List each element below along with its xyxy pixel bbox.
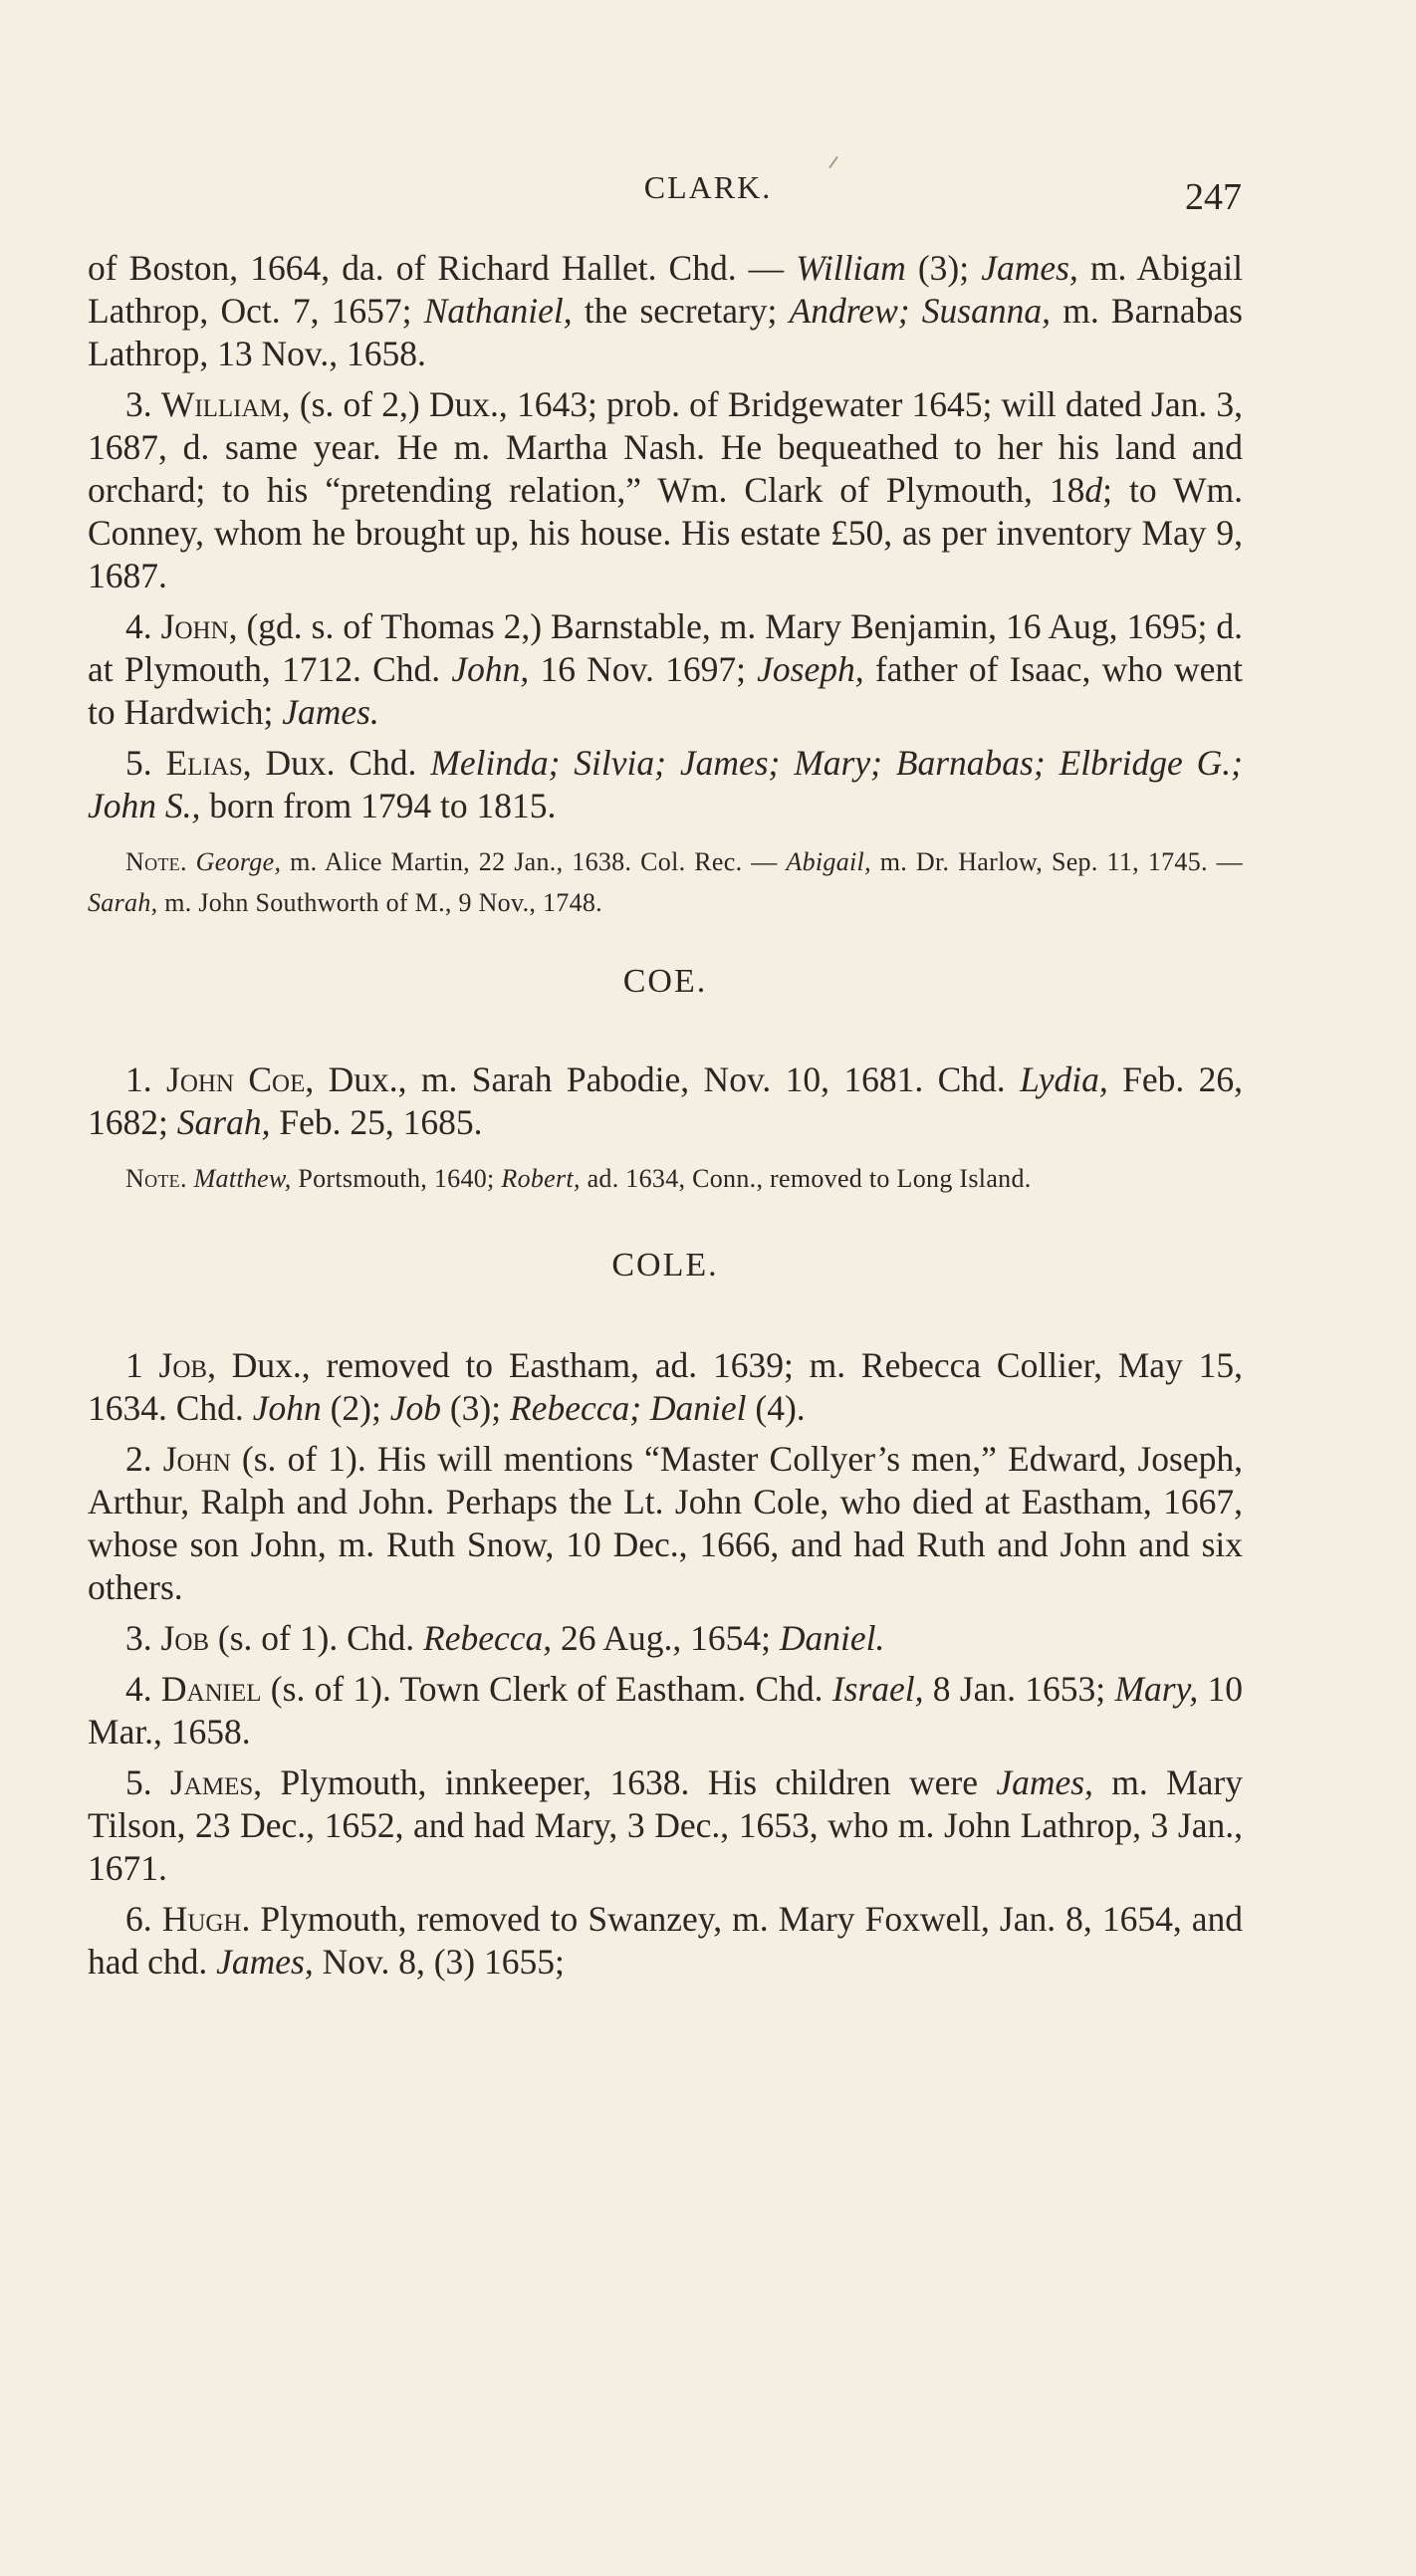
child-name: Andrew; Susanna, xyxy=(789,291,1051,331)
cole-entry-3 xyxy=(88,1617,1243,1660)
clark-entry-5 xyxy=(88,742,1243,827)
text-run: m. Barnabas Lathrop, 13 Nov., 1658. xyxy=(88,291,1243,373)
page-number: 247 xyxy=(1185,176,1242,218)
entry-name: Elias, xyxy=(165,743,252,783)
text-run: (gd. s. of Thomas 2,) Barnstable, m. Mary Benjamin, 16 Aug, 1695; d. at Plymouth, 1712. Chd. xyxy=(88,606,1244,689)
child-name: John xyxy=(252,1388,322,1428)
clark-entry-3 xyxy=(88,383,1243,597)
child-name: John, xyxy=(451,649,530,689)
entry-number: 3. xyxy=(125,384,161,424)
cole-entry-4 xyxy=(88,1668,1243,1754)
text-run: father of Isaac, who went to Hardwich; xyxy=(88,649,1243,732)
child-name: Nathaniel, xyxy=(423,291,573,331)
text-run: (2); xyxy=(321,1388,390,1428)
entry-number: 4. xyxy=(125,1669,161,1709)
entry-name: William, xyxy=(160,384,291,424)
entry-name: John xyxy=(162,1439,231,1479)
clark-entry-2-continued xyxy=(88,247,1243,375)
text-run: m. Abigail Lathrop, Oct. 7, 1657; xyxy=(88,248,1243,331)
entry-name: Job xyxy=(160,1618,210,1658)
entry-number: 2. xyxy=(125,1439,163,1479)
coe-entry-1 xyxy=(88,1058,1243,1144)
entry-name: Job, xyxy=(158,1345,216,1385)
pencil-check-mark xyxy=(828,156,838,169)
text-run: ; to Wm. Conney, whom he brought up, his house. His estate £50, as per inventory May 9, 1687. xyxy=(88,470,1243,595)
entry-name: Daniel xyxy=(160,1669,262,1709)
child-name: James, xyxy=(996,1762,1093,1802)
person-name: Robert, xyxy=(501,1164,581,1193)
child-name: Job xyxy=(389,1388,441,1428)
child-name: Rebecca, xyxy=(423,1618,553,1658)
entry-number: 1. xyxy=(125,1059,166,1099)
child-name: James, xyxy=(216,1942,314,1982)
text-run: 10 Mar., 1658. xyxy=(88,1669,1244,1752)
running-title: CLARK. xyxy=(643,169,773,205)
page-text xyxy=(88,247,1243,1991)
text-run: Plymouth, innkeeper, 1638. His children were xyxy=(262,1762,997,1802)
text-run: 16 Nov. 1697; xyxy=(529,649,758,689)
text-run: Feb. 25, 1685. xyxy=(270,1102,483,1142)
clark-note xyxy=(88,841,1243,923)
clark-entry-4 xyxy=(88,605,1243,734)
text-run: (3); xyxy=(440,1388,510,1428)
note-label: Note. xyxy=(125,847,187,876)
text-run: (s. of 1). Town Clerk of Eastham. Chd. xyxy=(261,1669,832,1709)
text-run: Portsmouth, 1640; xyxy=(291,1164,502,1193)
text-run: m. John Southworth of M., 9 Nov., 1748. xyxy=(157,888,602,917)
person-name: Sarah, xyxy=(88,888,158,917)
section-heading-cole: COLE. xyxy=(611,1247,719,1284)
entry-number: 5. xyxy=(125,1762,170,1802)
child-name: James, xyxy=(981,248,1078,288)
text-run: (4). xyxy=(746,1388,806,1428)
text-run: Feb. 26, 1682; xyxy=(88,1059,1243,1142)
text-run: (s. of 2,) Dux., 1643; prob. of Bridgewater 1645; will dated Jan. 3, 1687, d. same year. He m. Martha Nash. He bequeathed to her his land and orchard; to his “pretending relation,” Wm. Clark of Plymouth, 18 xyxy=(88,384,1244,510)
coe-note xyxy=(88,1158,1243,1199)
child-name: Mary, xyxy=(1114,1669,1199,1709)
cole-entry-2 xyxy=(88,1438,1243,1609)
entry-name: John Coe, xyxy=(166,1059,315,1099)
text-run: ad. 1634, Conn., removed to Long Island. xyxy=(580,1164,1032,1193)
text-run: of Boston, 1664, da. of Richard Hallet. Chd. — xyxy=(88,248,797,288)
running-head xyxy=(0,169,1416,219)
text-run: Nov. 8, (3) 1655; xyxy=(313,1942,565,1982)
text-run: Dux. Chd. xyxy=(251,743,431,783)
entry-number: 4. xyxy=(125,606,161,646)
cole-entry-6 xyxy=(88,1898,1243,1984)
text-run: m. Mary Tilson, 23 Dec., 1652, and had Mary, 3 Dec., 1653, who m. John Lathrop, 3 Jan., 1671. xyxy=(88,1762,1243,1888)
child-name: Israel, xyxy=(831,1669,924,1709)
child-name: William xyxy=(796,248,906,288)
entry-number: 1 xyxy=(125,1345,159,1385)
entry-name: John, xyxy=(160,606,238,646)
text-run: (s. of 1). His will mentions “Master Collyer’s men,” Edward, Joseph, Arthur, Ralph and John. Perhaps the Lt. John Cole, who died at Eastham, 1667, whose son John, m. Ruth Snow, 10 Dec., 1666, and had Ruth and John and six others. xyxy=(88,1439,1243,1607)
text-run: (s. of 1). Chd. xyxy=(209,1618,424,1658)
person-name: Matthew, xyxy=(193,1164,292,1193)
entry-number: 6. xyxy=(125,1899,162,1939)
cole-entry-1 xyxy=(88,1344,1243,1430)
text-run: Dux., m. Sarah Pabodie, Nov. 10, 1681. Chd. xyxy=(314,1059,1021,1099)
text-run: Dux., removed to Eastham, ad. 1639; m. Rebecca Collier, May 15, 1634. Chd. xyxy=(88,1345,1243,1428)
entry-name: Hugh. xyxy=(161,1899,251,1939)
person-name: George, xyxy=(195,847,282,876)
text-run: m. Alice Martin, 22 Jan., 1638. Col. Rec. — xyxy=(281,847,787,876)
child-name: Melinda; Silvia; James; Mary; Barnabas; Elbridge G.; John S., xyxy=(88,743,1243,825)
text-run: (3); xyxy=(905,248,982,288)
entry-number: 3. xyxy=(125,1618,161,1658)
text-run xyxy=(187,1164,194,1193)
entry-number: 5. xyxy=(125,743,166,783)
child-name: Rebecca; Daniel xyxy=(510,1388,747,1428)
text-run: Plymouth, removed to Swanzey, m. Mary Foxwell, Jan. 8, 1654, and had chd. xyxy=(88,1899,1244,1982)
child-name: Lydia, xyxy=(1020,1059,1108,1099)
text-run xyxy=(187,847,196,876)
child-name: Joseph, xyxy=(757,649,864,689)
child-name: Daniel. xyxy=(779,1618,885,1658)
note-label: Note. xyxy=(125,1164,187,1193)
text-run: born from 1794 to 1815. xyxy=(200,786,557,825)
text-run: 8 Jan. 1653; xyxy=(923,1669,1115,1709)
cole-entry-5 xyxy=(88,1761,1243,1890)
text-run: 26 Aug., 1654; xyxy=(552,1618,780,1658)
text-run-italic: d xyxy=(1084,470,1103,510)
child-name: James. xyxy=(282,692,379,732)
person-name: Abigail, xyxy=(786,847,871,876)
text-run: m. Dr. Harlow, Sep. 11, 1745. — xyxy=(870,847,1243,876)
text-run: the secretary; xyxy=(572,291,790,331)
section-heading-coe: COE. xyxy=(622,963,708,1000)
child-name: Sarah, xyxy=(176,1102,271,1142)
entry-name: James, xyxy=(169,1762,263,1802)
